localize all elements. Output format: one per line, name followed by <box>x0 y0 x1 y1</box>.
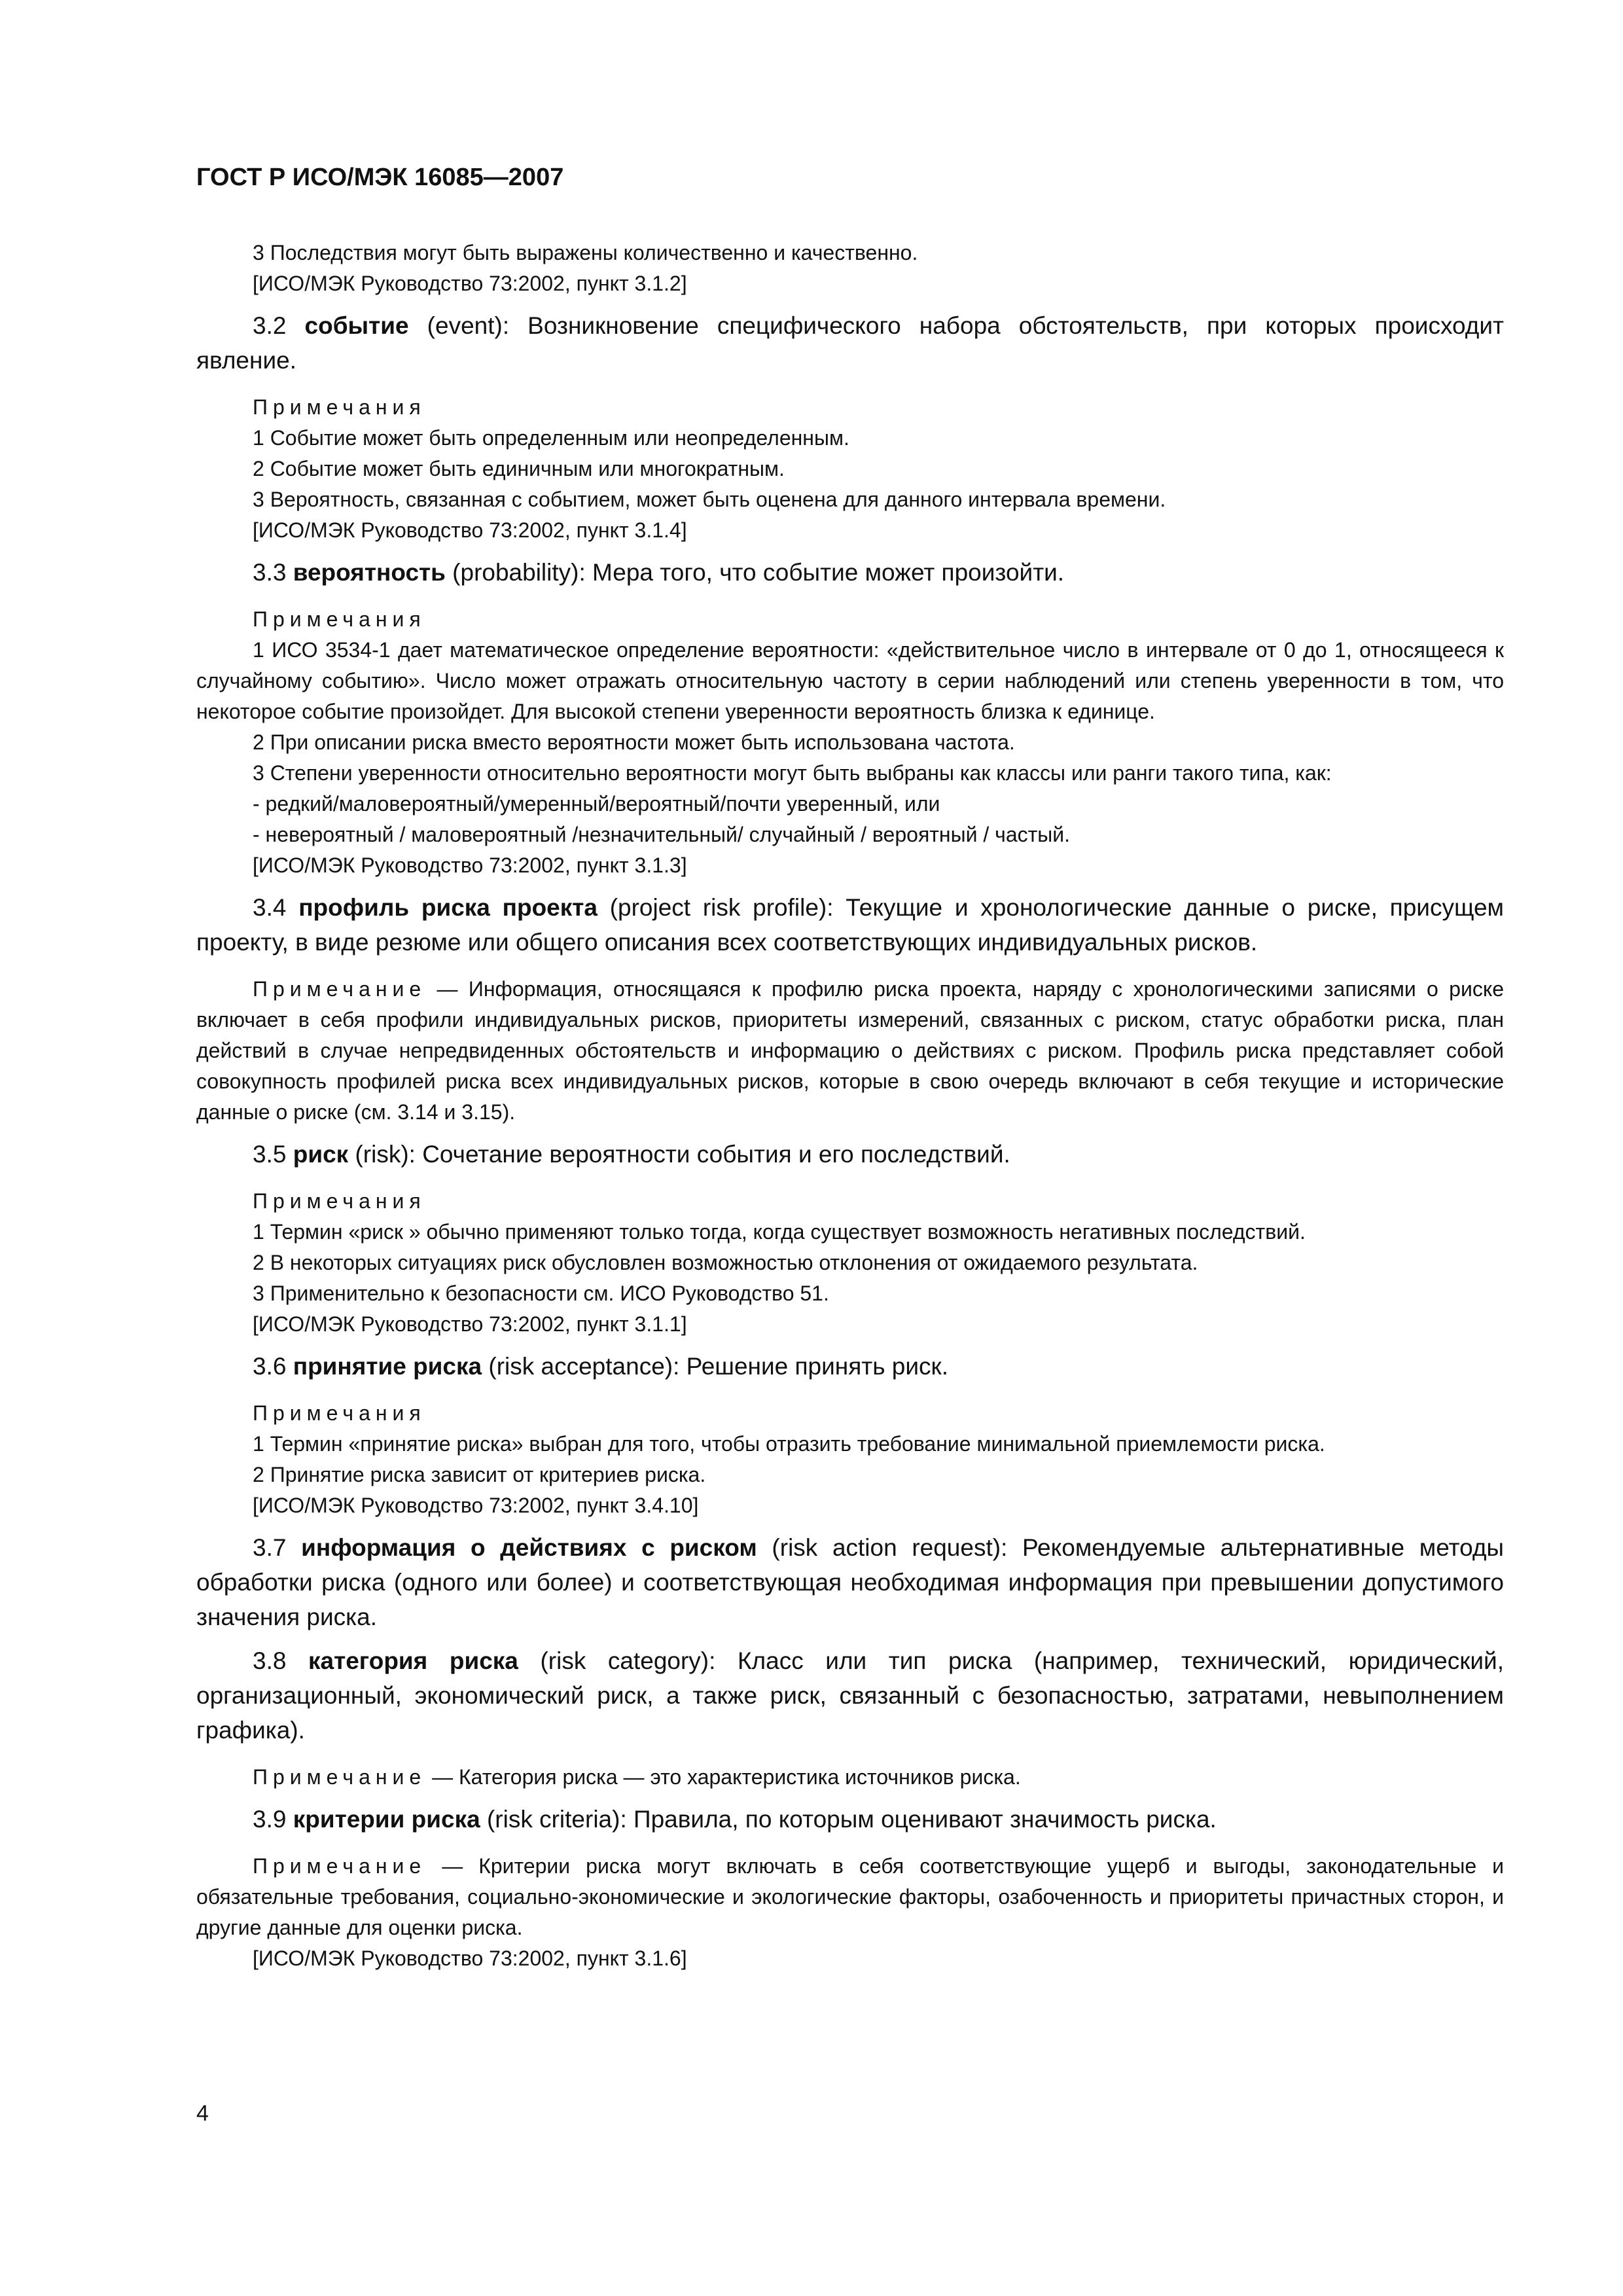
notes-heading: Примечания <box>253 1401 426 1425</box>
note-line: - редкий/маловероятный/умеренный/вероятный/почти уверенный, или <box>253 792 940 816</box>
note-line: 2 В некоторых ситуациях риск обусловлен возможностью отклонения от ожидаемого результата. <box>253 1251 1198 1274</box>
term-name: информация о действиях с риском <box>301 1534 757 1561</box>
note-3-8 <box>196 1762 1504 1793</box>
term-name: событие <box>304 312 409 339</box>
term-name: критерии риска <box>293 1806 480 1833</box>
notes-3-5 <box>196 1186 1504 1340</box>
note-label: Примечание <box>253 1765 427 1789</box>
note-line: 1 Термин «принятие риска» выбран для того, чтобы отразить требование минимальной приемлемости риска. <box>253 1432 1325 1456</box>
notes-3-2 <box>196 392 1504 546</box>
term-definition: (risk category): Класс или тип риска (например, технический, юридический, организационный, экономический риск, а также риск, связанный с безопасностью, затратами, невыполнением графика). <box>196 1647 1504 1744</box>
term-name: вероятность <box>293 559 446 586</box>
note-label: Примечание <box>253 977 427 1001</box>
term-name: профиль риска проекта <box>298 894 597 921</box>
note-line: 3 Последствия могут быть выражены количественно и качественно. <box>253 241 918 264</box>
term-3-2 <box>196 308 1504 378</box>
document-header: ГОСТ Р ИСО/МЭК 16085—2007 <box>196 164 564 191</box>
note-line: [ИСО/МЭК Руководство 73:2002, пункт 3.1.1] <box>253 1312 687 1336</box>
note-label: Примечание <box>253 1854 427 1878</box>
note-line: 2 Событие может быть единичным или многократным. <box>253 457 785 480</box>
note-line: [ИСО/МЭК Руководство 73:2002, пункт 3.1.4] <box>253 518 687 542</box>
term-3-6 <box>196 1349 1504 1384</box>
term-3-9 <box>196 1802 1504 1837</box>
term-definition: (event): Возникновение специфического набора обстоятельств, при которых происходит явление. <box>196 312 1504 374</box>
page-number: 4 <box>196 2101 209 2126</box>
term-3-3 <box>196 555 1504 590</box>
note-line: [ИСО/МЭК Руководство 73:2002, пункт 3.1.3] <box>253 853 687 877</box>
note-3-4 <box>196 974 1504 1128</box>
term-definition: (project risk profile): Текущие и хронологические данные о риске, присущем проекту, в виде резюме или общего описания всех соответствующих индивидуальных рисков. <box>196 894 1504 956</box>
note-text: — Информация, относящаяся к профилю риска проекта, наряду с хронологическими записями о риске включает в себя профили индивидуальных рисков, приоритеты измерений, связанных с риском, статус обработки риска, план действий в случае непредвиденных обстоятельств и информацию о действиях с риском. Профиль риска представляет собой совокупность профилей риска всех индивидуальных рисков, которые в свою очередь включают в себя текущие и исторические данные о риске (см. 3.14 и 3.15). <box>196 977 1504 1124</box>
term-number: 3.2 <box>253 312 287 339</box>
term-3-5 <box>196 1137 1504 1172</box>
note-paragraph: 1 ИСО 3534-1 дает математическое определение вероятности: «действительное число в интервале от 0 до 1, относящееся к случайному событию». Число может отражать относительную частоту в серии наблюдений или степень уверенности в том, что некоторое событие произойдет. Для высокой степени уверенности вероятность близка к единице. <box>196 638 1504 723</box>
note-line: 1 Термин «риск » обычно применяют только тогда, когда существует возможность негативных последствий. <box>253 1220 1306 1244</box>
note-line: [ИСО/МЭК Руководство 73:2002, пункт 3.1.6] <box>253 1946 687 1970</box>
note-line: [ИСО/МЭК Руководство 73:2002, пункт 3.1.2] <box>253 272 687 295</box>
term-definition: (risk criteria): Правила, по которым оценивают значимость риска. <box>480 1806 1217 1833</box>
note-3-9 <box>196 1851 1504 1943</box>
notes-heading: Примечания <box>253 1189 426 1213</box>
term-name: риск <box>293 1141 349 1168</box>
notes-3-6 <box>196 1398 1504 1521</box>
term-name: принятие риска <box>293 1353 482 1380</box>
term-number: 3.3 <box>253 559 287 586</box>
term-definition: (risk acceptance): Решение принять риск. <box>482 1353 948 1380</box>
term-number: 3.7 <box>253 1534 287 1561</box>
term-3-8 <box>196 1643 1504 1748</box>
note-line: 3 Применительно к безопасности см. ИСО Руководство 51. <box>253 1282 829 1305</box>
note-line: 2 При описании риска вместо вероятности может быть использована частота. <box>253 730 1015 754</box>
term-definition: (risk action request): Рекомендуемые альтернативные методы обработки риска (одного или более) и соответствующая необходимая информация при превышении допустимого значения риска. <box>196 1534 1505 1630</box>
notes-heading: Примечания <box>253 607 426 631</box>
note-line: [ИСО/МЭК Руководство 73:2002, пункт 3.4.10] <box>253 1494 699 1517</box>
note-line: 3 Степени уверенности относительно вероятности могут быть выбраны как классы или ранги такого типа, как: <box>253 761 1332 785</box>
note-text: — Категория риска — это характеристика источников риска. <box>426 1765 1021 1789</box>
term-number: 3.8 <box>253 1647 287 1674</box>
term-number: 3.4 <box>253 894 287 921</box>
notes-3-3 <box>196 604 1504 881</box>
note-line: 3 Вероятность, связанная с событием, может быть оценена для данного интервала времени. <box>253 488 1166 511</box>
term-3-7 <box>196 1530 1504 1634</box>
intro-notes <box>196 238 1504 299</box>
note-text: — Критерии риска могут включать в себя соответствующие ущерб и выгоды, законодательные и обязательные требования, социально-экономические и экологические факторы, озабоченность и приоритеты причастных сторон, и другие данные для оценки риска. <box>196 1854 1504 1939</box>
term-definition: (risk): Сочетание вероятности события и его последствий. <box>348 1141 1010 1168</box>
term-3-4 <box>196 890 1504 960</box>
term-definition: (probability): Мера того, что событие может произойти. <box>445 559 1065 586</box>
term-name: категория риска <box>308 1647 518 1674</box>
term-number: 3.9 <box>253 1806 287 1833</box>
term-number: 3.5 <box>253 1141 287 1168</box>
document-page <box>196 164 1504 1974</box>
term-number: 3.6 <box>253 1353 287 1380</box>
note-line: 1 Событие может быть определенным или неопределенным. <box>253 426 849 450</box>
note-line: - невероятный / маловероятный /незначительный/ случайный / вероятный / частый. <box>253 823 1071 846</box>
notes-heading: Примечания <box>253 395 426 419</box>
note-line: 2 Принятие риска зависит от критериев риска. <box>253 1463 706 1486</box>
